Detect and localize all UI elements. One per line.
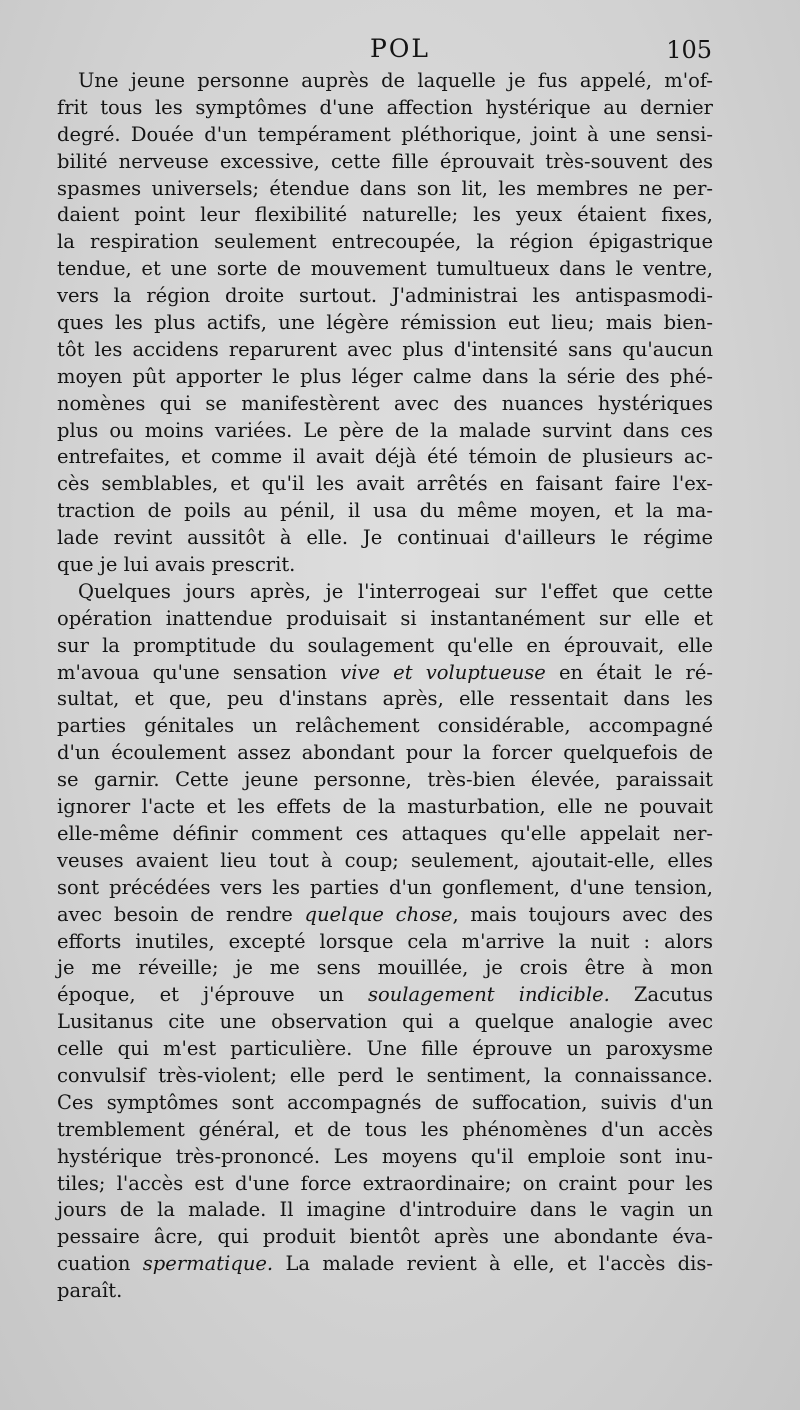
line-text: plus ou moins variées. Le père de la malade survint dans ces [57,418,713,442]
text-line [57,821,713,848]
line-text: d'un écoulement assez abondant pour la forcer quelquefois de [57,741,713,765]
line-text: elle-même définir comment ces attaques qu'elle appelait ner- [57,821,713,845]
line-text: tremblement général, et de tous les phénomènes d'un accès [57,1117,713,1141]
line-text-after: La malade revient à elle, et l'accès dis- [273,1252,713,1276]
line-text: cès semblables, et qu'il les avait arrêtés en faisant faire l'ex- [57,472,713,496]
text-line [57,122,713,149]
text-line [57,740,713,767]
line-text: celle qui m'est particulière. Une fille éprouve un paroxysme [57,1037,713,1061]
line-text: opération inattendue produisait si instantanément sur elle et [57,606,713,630]
line-text: se garnir. Cette jeune personne, très-bien élevée, paraissait [57,768,713,792]
line-text: Une jeune personne auprès de laquelle je fus appelé, m'of- [78,69,713,92]
text-line [57,1224,713,1251]
text-line [57,552,713,579]
text-line [57,633,713,660]
line-text: sultat, et que, peu d'instans après, elle ressentait dans les [57,687,713,711]
line-text: que je lui avais prescrit. [57,553,296,577]
text-line [57,713,713,740]
line-text: tendue, et une sorte de mouvement tumultueux dans le ventre, [57,257,713,281]
text-line [57,176,713,203]
italic-text: quelque chose [304,902,453,926]
line-text: avec besoin de rendre [57,902,305,926]
text-line [57,444,713,471]
text-line [57,1278,713,1305]
text-line [57,1090,713,1117]
line-text: convulsif très-violent; elle perd le sentiment, la connaissance. [57,1063,713,1087]
text-line [57,579,713,606]
text-line [57,364,713,391]
line-text-after: Zacutus [609,983,713,1007]
line-text: pessaire âcre, qui produit bientôt après une abondante éva- [57,1225,713,1249]
line-text: sur la promptitude du soulagement qu'elle en éprouvait, elle [57,633,713,657]
text-line [57,875,713,902]
line-text: la respiration seulement entrecoupée, la région épigastrique [57,230,713,254]
line-text: Ces symptômes sont accompagnés de suffocation, suivis d'un [57,1090,713,1114]
page-header [0,34,800,70]
text-line [57,283,713,310]
text-line [57,929,713,956]
line-text: Lusitanus cite une observation qui a quelque analogie avec [57,1010,713,1034]
text-line [57,391,713,418]
text-line [57,686,713,713]
line-text: entrefaites, et comme il avait déjà été témoin de plusieurs ac- [57,445,713,469]
line-text-after: , mais toujours avec des [452,902,714,926]
text-line [57,149,713,176]
line-text: jours de la malade. Il imagine d'introduire dans le vagin un [57,1198,713,1222]
line-text: paraît. [57,1279,123,1303]
text-line [57,1171,713,1198]
line-text: ques les plus actifs, une légère rémission eut lieu; mais bien- [57,311,713,335]
text-line [57,68,713,95]
text-line [57,1251,713,1278]
text-line [57,471,713,498]
text-line [57,1117,713,1144]
line-text: tôt les accidens reparurent avec plus d'intensité sans qu'aucun [57,337,713,361]
text-line [57,310,713,337]
line-text-after: en était le ré- [545,660,713,684]
text-line [57,1197,713,1224]
line-text: vers la région droite surtout. J'administrai les antispasmodi- [57,284,713,308]
text-line [57,525,713,552]
line-text: ignorer l'acte et les effets de la masturbation, elle ne pouvait [57,795,713,819]
line-text: moyen pût apporter le plus léger calme dans la série des phé- [57,364,713,388]
line-text: Quelques jours après, je l'interrogeai sur l'effet que cette [78,579,713,603]
italic-text: spermatique. [142,1252,274,1276]
line-text: m'avoua qu'une sensation [57,660,341,684]
line-text: cuation [57,1252,143,1276]
line-text: daient point leur flexibilité naturelle; les yeux étaient fixes, [57,203,713,227]
text-line [57,498,713,525]
italic-text: soulagement indicible. [368,983,610,1007]
text-line [57,606,713,633]
line-text: tiles; l'accès est d'une force extraordinaire; on craint pour les [57,1171,713,1195]
line-text: nomènes qui se manifestèrent avec des nuances hystériques [57,391,713,415]
text-line [57,794,713,821]
text-line [57,1009,713,1036]
page-number: 105 [666,36,712,64]
line-text: frit tous les symptômes d'une affection hystérique au dernier [57,95,713,119]
line-text: je me réveille; je me sens mouillée, je crois être à mon [57,956,713,980]
text-line [57,955,713,982]
line-text: lade revint aussitôt à elle. Je continuai d'ailleurs le régime [57,526,713,550]
text-line [57,660,713,687]
text-line [57,418,713,445]
line-text: époque, et j'éprouve un [57,983,368,1007]
text-line [57,202,713,229]
text-line [57,767,713,794]
text-line [57,95,713,122]
line-text: degré. Douée d'un tempérament pléthorique, joint à une sensi- [57,122,713,146]
line-text: sont précédées vers les parties d'un gonflement, d'une tension, [57,875,713,899]
text-line [57,1144,713,1171]
line-text: hystérique très-prononcé. Les moyens qu'il emploie sont inu- [57,1144,713,1168]
line-text: bilité nerveuse excessive, cette fille éprouvait très-souvent des [57,149,713,173]
line-text: veuses avaient lieu tout à coup; seulement, ajoutait-elle, elles [57,848,713,872]
line-text: parties génitales un relâchement considérable, accompagné [57,714,713,738]
running-head: POL [370,34,430,63]
text-line [57,256,713,283]
text-line [57,1036,713,1063]
text-line [57,1063,713,1090]
body-text [57,68,713,1305]
text-line [57,337,713,364]
line-text: efforts inutiles, excepté lorsque cela m'arrive la nuit : alors [57,929,713,953]
text-line [57,902,713,929]
line-text: spasmes universels; étendue dans son lit, les membres ne per- [57,176,713,200]
line-text: traction de poils au pénil, il usa du même moyen, et la ma- [57,499,713,523]
text-line [57,229,713,256]
text-line [57,982,713,1009]
italic-text: vive et voluptueuse [340,660,546,684]
text-line [57,848,713,875]
